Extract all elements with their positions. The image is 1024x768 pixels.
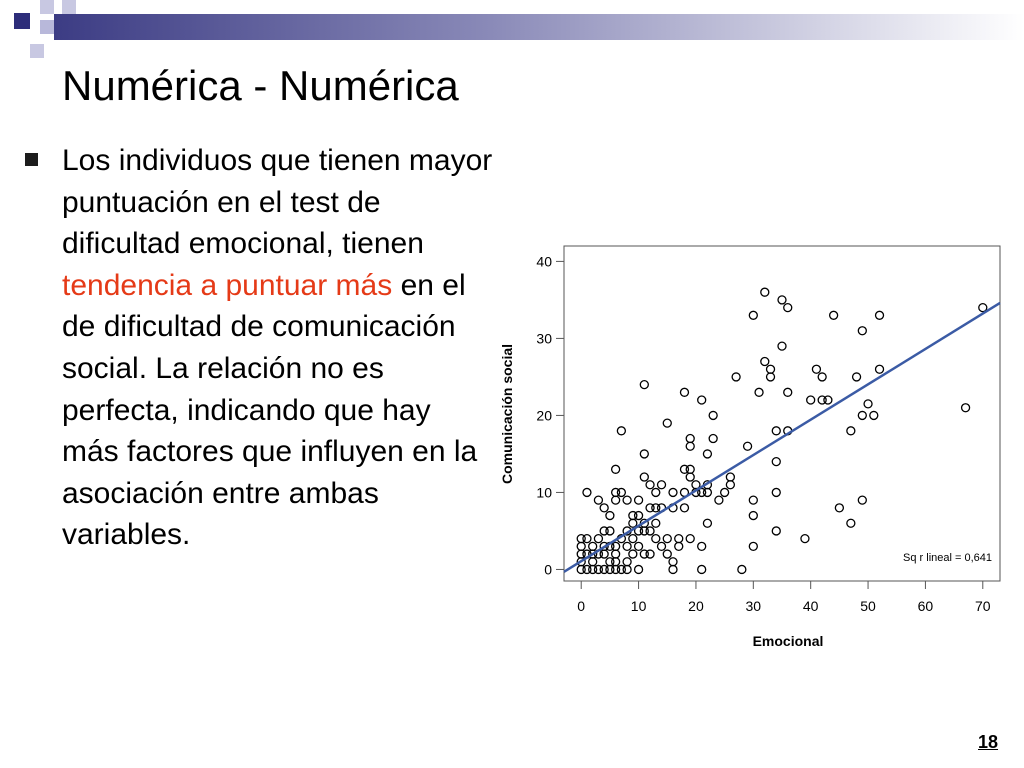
decor-square-light	[62, 0, 76, 14]
y-tick-label: 0	[544, 561, 552, 578]
decor-square-light	[40, 20, 54, 34]
y-tick-label: 40	[536, 253, 552, 270]
decor-square-dark	[14, 13, 30, 29]
y-tick-label: 30	[536, 330, 552, 347]
x-tick-label: 50	[860, 598, 876, 614]
bullet-text-after: en el de dificultad de comunicación social. La relación no es perfecta, indicando que hay más factores que influyen en la asociación entre ambas variables.	[62, 268, 478, 552]
bullet-text-before: Los individuos que tienen mayor puntuación en el test de dificultad emocional, tienen	[62, 144, 493, 261]
bullet-text	[62, 140, 494, 556]
bullet-text-highlight: tendencia a puntuar más	[62, 268, 393, 302]
decor-square-light	[30, 44, 44, 58]
scatter-chart	[490, 236, 1014, 656]
y-tick-label: 20	[536, 407, 552, 424]
x-axis-label: Emocional	[752, 633, 824, 649]
page-number: 18	[978, 732, 999, 752]
x-tick-label: 10	[630, 598, 647, 614]
x-tick-label: 60	[917, 598, 934, 614]
y-axis-label: Comunicación social	[499, 343, 515, 485]
title-decoration	[0, 0, 1024, 62]
x-tick-label: 0	[577, 598, 586, 614]
title-gradient-bar	[54, 14, 1024, 40]
slide-title: Numérica - Numérica	[62, 62, 459, 109]
x-tick-label: 40	[802, 598, 819, 614]
decor-square-light	[40, 0, 54, 14]
bullet-square-icon	[25, 153, 38, 166]
x-tick-label: 20	[688, 598, 704, 614]
x-tick-label: 30	[745, 598, 762, 614]
y-tick-label: 10	[536, 484, 552, 501]
x-tick-label: 70	[975, 598, 991, 614]
r-squared-annotation: Sq r lineal = 0,641	[903, 552, 992, 564]
